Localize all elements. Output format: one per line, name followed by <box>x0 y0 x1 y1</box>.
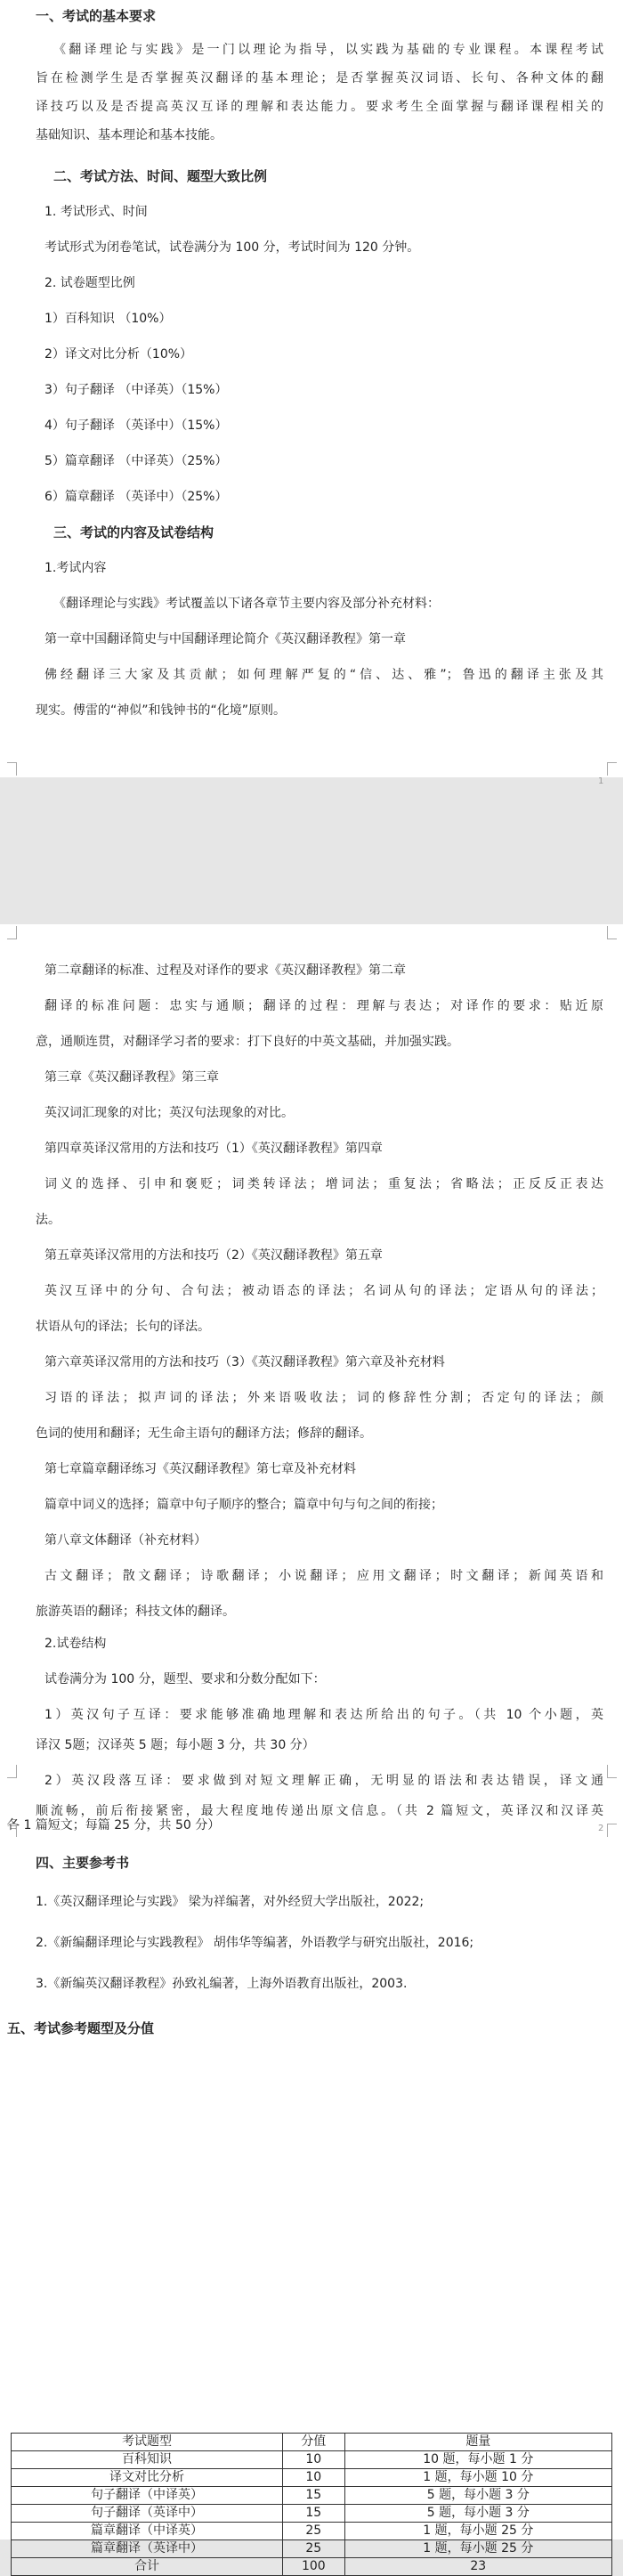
table-cell: 25 <box>282 2523 344 2540</box>
table-header-cell: 分值 <box>282 2434 344 2451</box>
ratio-item: 5）篇章翻译 （中译英）（25%） <box>44 454 228 468</box>
page-margin-corner <box>607 762 617 776</box>
table-cell: 篇章翻译（中译英） <box>12 2523 283 2540</box>
chapter-description: 旅游英语的翻译；科技文体的翻译。 <box>36 1605 235 1619</box>
page-number: 2 <box>598 1824 604 1833</box>
table-row <box>12 2487 612 2505</box>
table-cell: 篇章翻译（英译中） <box>12 2540 283 2558</box>
table-row <box>12 2523 612 2540</box>
document-page-1 <box>0 0 623 786</box>
table-cell: 10 <box>282 2469 344 2487</box>
chapter-title: 第二章翻译的标准、过程及对译作的要求《英汉翻译教程》第二章 <box>44 963 406 978</box>
heading-exam-method: 二、考试方法、时间、题型大致比例 <box>53 168 268 184</box>
table-cell: 10 <box>282 2451 344 2469</box>
exam-form-text: 考试形式为闭卷笔试，试卷满分为 100 分，考试时间为 120 分钟。 <box>44 240 420 255</box>
question-type-line: 1）英汉句子互译：要求能够准确地理解和表达所给出的句子。（共 10 个小题，英 <box>44 1708 603 1722</box>
chapter-title: 第三章《英汉翻译教程》第三章 <box>44 1070 219 1085</box>
table-cell: 5 题，每小题 3 分 <box>344 2487 611 2505</box>
chapter-description: 英汉互译中的分句、合句法；被动语态的译法；名词从句的译法；定语从句的译法； <box>44 1284 603 1298</box>
table-cell: 1 题，每小题 10 分 <box>344 2469 611 2487</box>
table-cell: 15 <box>282 2487 344 2505</box>
subheading-question-ratio: 2. 试卷题型比例 <box>44 276 135 290</box>
question-type-line: 2）英汉段落互译：要求做到对短文理解正确，无明显的语法和表达错误，译文通 <box>44 1774 603 1788</box>
ratio-item: 4）句子翻译 （英译中）（15%） <box>44 418 228 433</box>
content-intro: 《翻译理论与实践》考试覆盖以下诸各章节主要内容及部分补充材料： <box>53 597 440 611</box>
reference-item: 1.《英汉翻译理论与实践》 梁为祥编著，对外经贸大学出版社，2022; <box>36 1895 425 1909</box>
chapter-description: 篇章中词义的选择；篇章中句子顺序的整合；篇章中句与句之间的衔接； <box>44 1498 443 1512</box>
table-total-row <box>12 2558 612 2576</box>
subheading-form-time: 1. 考试形式、时间 <box>44 205 148 219</box>
question-type-line: 顺流畅，前后衔接紧密，最大程度地传递出原文信息。（共 2 篇短文，英译汉和汉译英 <box>36 1804 603 1818</box>
paragraph-line: 基础知识、基本理论和基本技能。 <box>36 128 222 142</box>
paragraph-line: 各 1 篇短文；每篇 25 分，共 50 分） <box>7 1818 221 1832</box>
table-row <box>12 2540 612 2558</box>
chapter-title: 第五章英译汉常用的方法和技巧（2）《英汉翻译教程》第五章 <box>44 1248 383 1263</box>
heading-basic-requirements: 一、考试的基本要求 <box>36 8 157 24</box>
table-wrapper <box>0 1763 623 2573</box>
chapter-description: 色词的使用和翻译；无生命主语句的翻译方法；修辞的翻译。 <box>36 1426 372 1441</box>
ratio-item: 3）句子翻译 （中译英）（15%） <box>44 383 228 397</box>
page-margin-corner <box>607 926 617 939</box>
subheading-structure: 2.试卷结构 <box>44 1637 107 1651</box>
chapter-description: 现实。傅雷的“神似”和钱钟书的“化境”原则。 <box>36 703 287 718</box>
chapter-description: 翻译的标准问题：忠实与通顺；翻译的过程：理解与表达；对译作的要求：贴近原 <box>44 999 603 1013</box>
reference-item: 3.《新编英汉翻译教程》孙致礼编著，上海外语教育出版社，2003. <box>36 1977 408 1991</box>
score-table <box>11 2433 612 2576</box>
paragraph-line: 译技巧以及是否提高英汉互译的理解和表达能力。要求考生全面掌握与翻译课程相关的 <box>36 100 603 114</box>
chapter-description: 意，通顺连贯，对翻译学习者的要求：打下良好的中英文基础，并加强实践。 <box>36 1035 459 1049</box>
table-cell: 5 题，每小题 3 分 <box>344 2505 611 2523</box>
page-margin-corner <box>7 926 17 939</box>
chapter-description: 习语的译法；拟声词的译法；外来语吸收法；词的修辞性分割；否定句的译法；颜 <box>44 1391 603 1405</box>
table-cell: 10 题，每小题 1 分 <box>344 2451 611 2469</box>
question-type-line: 译汉 5题；汉译英 5 题；每小题 3 分，共 30 分） <box>36 1738 315 1752</box>
table-cell: 句子翻译（中译英） <box>12 2487 283 2505</box>
table-cell: 句子翻译（英译中） <box>12 2505 283 2523</box>
chapter-title: 第四章英译汉常用的方法和技巧（1）《英汉翻译教程》第四章 <box>44 1142 383 1156</box>
table-row <box>12 2451 612 2469</box>
paragraph-line: 旨在检测学生是否掌握英汉翻译的基本理论；是否掌握英汉词语、长句、各种文体的翻 <box>36 71 603 85</box>
page-margin-corner <box>7 762 17 776</box>
chapter-title: 第一章中国翻译简史与中国翻译理论简介《英汉翻译教程》第一章 <box>44 632 406 646</box>
chapter-description: 古文翻译；散文翻译；诗歌翻译；小说翻译；应用文翻译；时文翻译；新闻英语和 <box>44 1569 603 1583</box>
chapter-description: 英汉词汇现象的对比；英汉句法现象的对比。 <box>44 1106 294 1120</box>
chapter-description: 状语从句的译法；长句的译法。 <box>36 1320 210 1334</box>
subheading-content: 1.考试内容 <box>44 561 107 575</box>
paragraph-line: 《翻译理论与实践》是一门以理论为指导，以实践为基础的专业课程。本课程考试 <box>53 43 603 57</box>
chapter-description: 法。 <box>36 1213 61 1227</box>
chapter-description: 佛经翻译三大家及其贡献；如何理解严复的“信、达、雅”；鲁迅的翻译主张及其 <box>44 668 603 682</box>
table-cell: 100 <box>282 2558 344 2576</box>
heading-question-types: 五、考试参考题型及分值 <box>7 2020 155 2036</box>
ratio-item: 1）百科知识 （10%） <box>44 312 172 326</box>
heading-exam-content: 三、考试的内容及试卷结构 <box>53 524 214 540</box>
reference-item: 2.《新编翻译理论与实践教程》 胡伟华等编著，外语教学与研究出版社，2016; <box>36 1936 474 1950</box>
table-cell: 15 <box>282 2505 344 2523</box>
page-number: 1 <box>598 776 604 786</box>
chapter-description: 词义的选择、引申和褒贬；词类转译法；增词法；重复法；省略法；正反反正表达 <box>44 1177 603 1191</box>
table-cell: 25 <box>282 2540 344 2558</box>
table-cell: 译文对比分析 <box>12 2469 283 2487</box>
table-cell: 23 <box>344 2558 611 2576</box>
structure-intro: 试卷满分为 100 分，题型、要求和分数分配如下： <box>44 1672 326 1686</box>
table-cell: 百科知识 <box>12 2451 283 2469</box>
table-row <box>12 2505 612 2523</box>
chapter-title: 第八章文体翻译（补充材料） <box>44 1533 206 1548</box>
ratio-item: 6）篇章翻译 （英译中）（25%） <box>44 490 228 504</box>
table-cell: 1 题，每小题 25 分 <box>344 2523 611 2540</box>
ratio-item: 2）译文对比分析（10%） <box>44 347 193 362</box>
table-row <box>12 2469 612 2487</box>
table-header-cell: 题量 <box>344 2434 611 2451</box>
table-cell: 1 题，每小题 25 分 <box>344 2540 611 2558</box>
heading-references: 四、主要参考书 <box>36 1855 130 1871</box>
table-header-row <box>12 2434 612 2451</box>
chapter-title: 第六章英译汉常用的方法和技巧（3）《英汉翻译教程》第六章及补充材料 <box>44 1355 445 1369</box>
table-cell: 合计 <box>12 2558 283 2576</box>
chapter-title: 第七章篇章翻译练习《英汉翻译教程》第七章及补充材料 <box>44 1462 356 1476</box>
table-header-cell: 考试题型 <box>12 2434 283 2451</box>
